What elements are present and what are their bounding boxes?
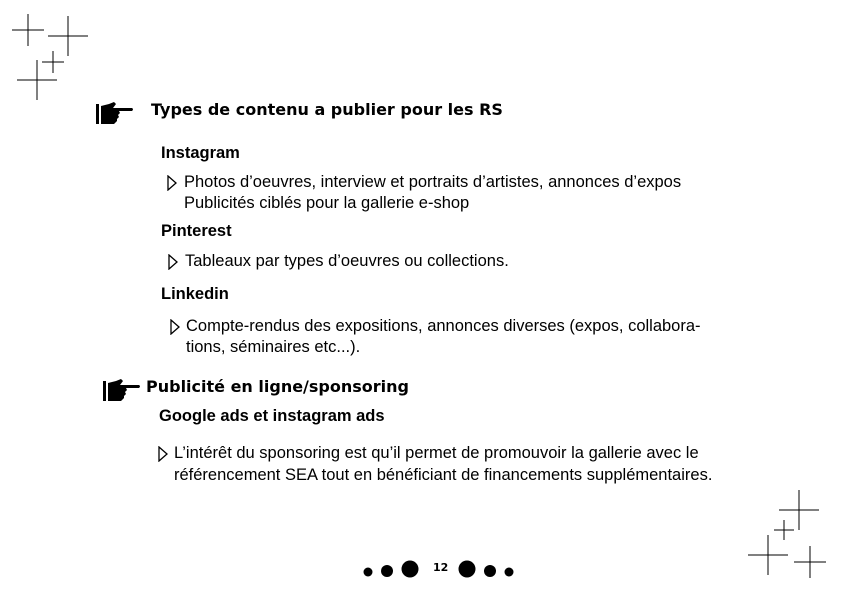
ads-heading: Google ads et instagram ads	[159, 407, 385, 425]
platform-heading-linkedin: Linkedin	[161, 285, 229, 303]
bullet-line: Compte-rendus des expositions, annonces diverses (expos, collabora-	[186, 317, 701, 335]
platform-heading-instagram: Instagram	[161, 144, 240, 162]
section-title: Publicité en ligne/sponsoring	[146, 377, 409, 396]
bullet-line: L’intérêt du sponsoring est qu’il permet de promouvoir la gallerie avec le	[174, 444, 699, 462]
section-title: Types de contenu a publier pour les RS	[151, 100, 503, 119]
bullet-line: Publicités ciblés pour la gallerie e-shop	[184, 194, 470, 212]
page-number: 12	[433, 561, 449, 574]
bullet-line: Photos d’oeuvres, interview et portraits d’artistes, annonces d’expos	[184, 173, 682, 191]
bullet-line: Tableaux par types d’oeuvres ou collections.	[185, 252, 509, 270]
platform-heading-pinterest: Pinterest	[161, 222, 232, 240]
bullet-line: tions, séminaires etc...).	[186, 338, 361, 356]
bullet-line: référencement SEA tout en bénéficiant de financements supplémentaires.	[174, 466, 713, 484]
